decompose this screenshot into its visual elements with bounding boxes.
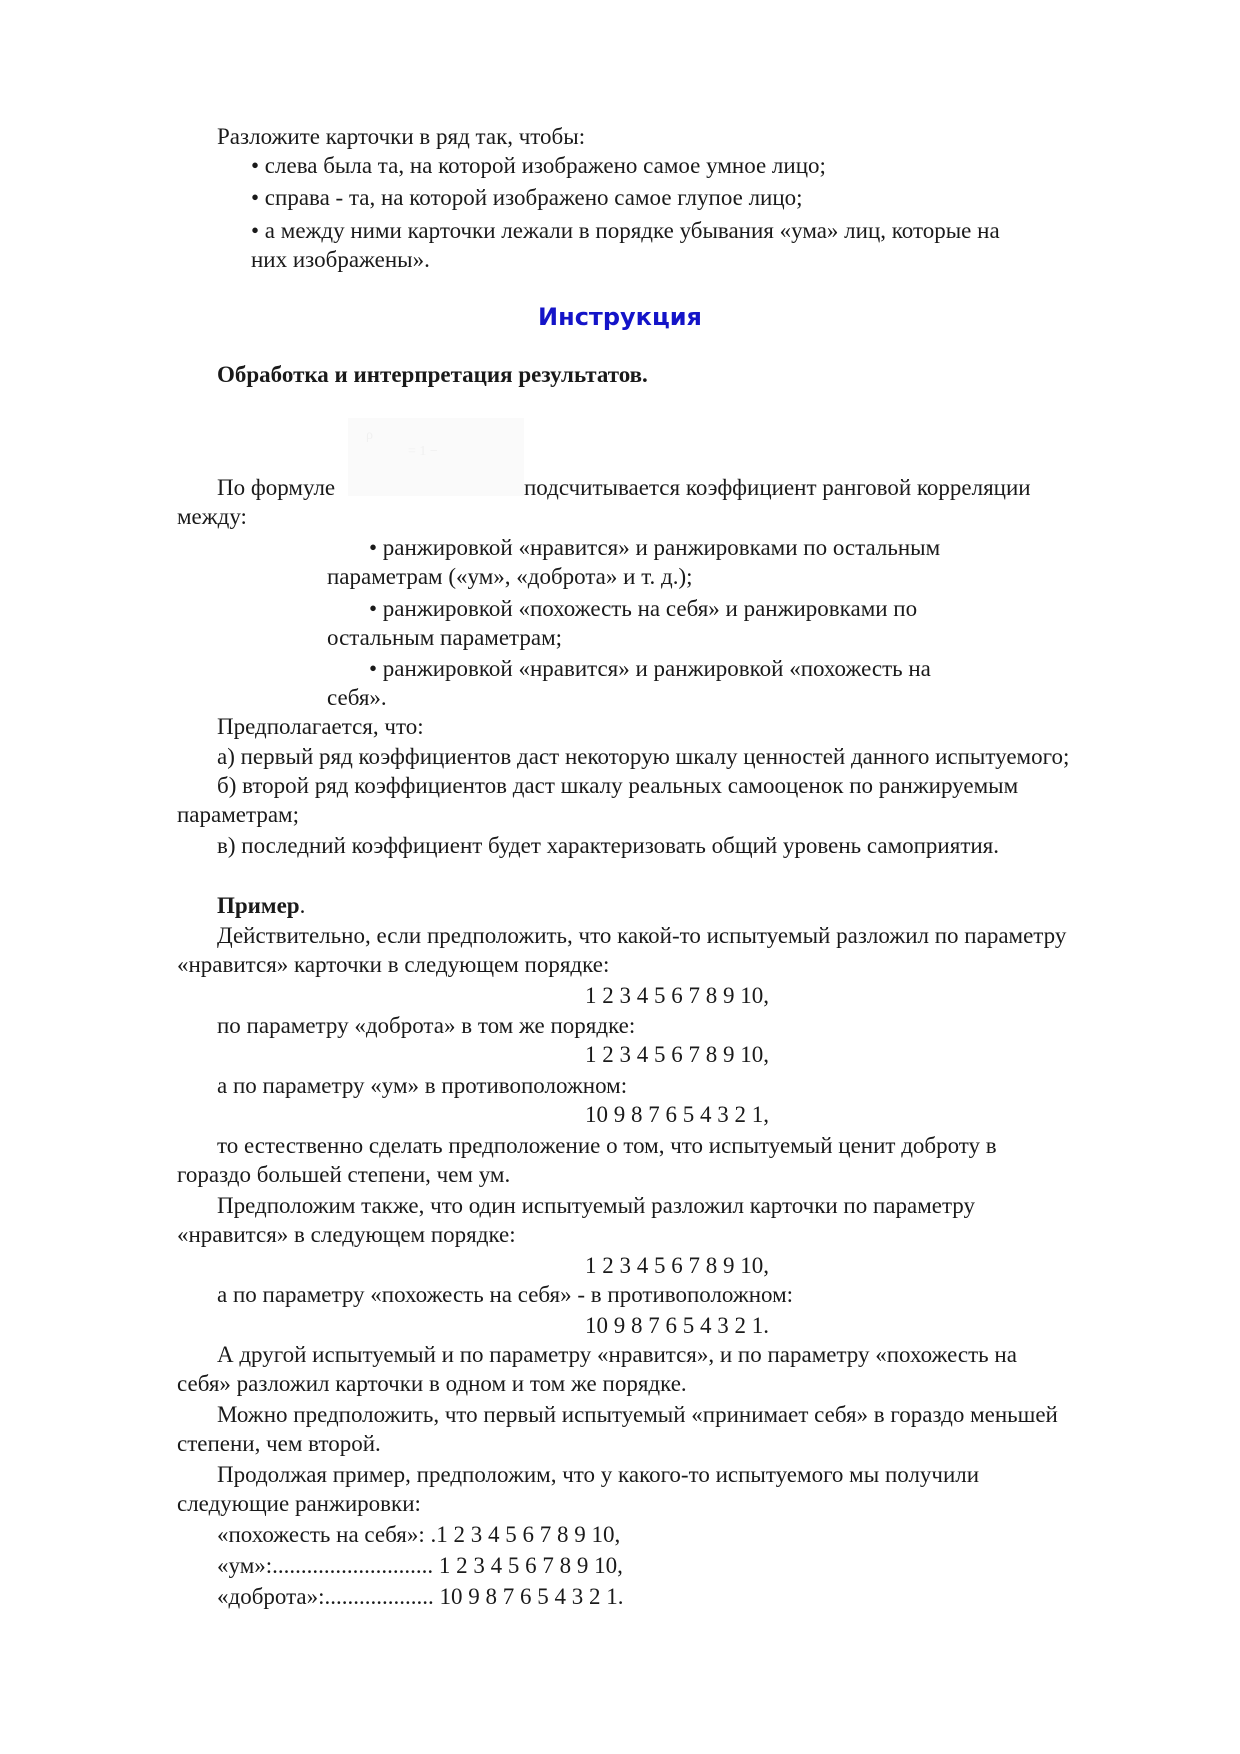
formula-para-cont: между: <box>177 504 247 529</box>
example-p4-cont: гораздо большей степени, чем ум. <box>177 1162 511 1187</box>
example-p1-cont: «нравится» карточки в следующем порядке: <box>177 952 610 977</box>
example-p2: по параметру «доброта» в том же порядке: <box>217 1013 636 1038</box>
formula-para-before: По формуле <box>217 475 336 500</box>
ranking-mind: «ум»:............................ 1 2 3 4 5 6 7 8 9 10, <box>217 1553 623 1578</box>
sequence-1: 1 2 3 4 5 6 7 8 9 10, <box>585 983 769 1008</box>
example-p6: а по параметру «похожесть на себя» - в противоположном: <box>217 1282 794 1307</box>
example-heading <box>217 891 305 920</box>
sequence-4: 1 2 3 4 5 6 7 8 9 10, <box>585 1253 769 1278</box>
example-p5-cont: «нравится» в следующем порядке: <box>177 1222 516 1247</box>
section-heading: Обработка и интерпретация результатов. <box>217 362 648 387</box>
sequence-2: 1 2 3 4 5 6 7 8 9 10, <box>585 1042 769 1067</box>
ranking-similarity: «похожесть на себя»: .1 2 3 4 5 6 7 8 9 10, <box>217 1522 621 1547</box>
assumption-b-cont: параметрам; <box>177 802 299 827</box>
formula-bullet-3-cont: себя». <box>327 685 387 710</box>
formula-bullet-3: • ранжировкой «нравится» и ранжировкой «похожесть на <box>369 656 931 681</box>
sequence-3: 10 9 8 7 6 5 4 3 2 1, <box>585 1102 769 1127</box>
example-heading-dot: . <box>299 893 306 918</box>
example-p1: Действительно, если предположить, что какой-то испытуемый разложил по параметру <box>217 923 1067 948</box>
formula-para-after: подсчитывается коэффициент ранговой корреляции <box>524 475 1031 500</box>
ranking-kindness: «доброта»:................... 10 9 8 7 6 5 4 3 2 1. <box>217 1584 624 1609</box>
example-p5: Предположим также, что один испытуемый разложил карточки по параметру <box>217 1193 976 1218</box>
assumption-c: в) последний коэффициент будет характеризовать общий уровень самоприятия. <box>217 833 1000 858</box>
example-p8: Можно предположить, что первый испытуемый «принимает себя» в гораздо меньшей <box>217 1402 1058 1427</box>
intro-bullet-1: • слева была та, на которой изображено самое умное лицо; <box>251 153 826 178</box>
formula-bullet-2-cont: остальным параметрам; <box>327 625 563 650</box>
example-p7-cont: себя» разложил карточки в одном и том же порядке. <box>177 1371 687 1396</box>
intro-bullet-3-cont: них изображены». <box>251 247 430 272</box>
assumptions-lead: Предполагается, что: <box>217 714 424 739</box>
intro-lead: Разложите карточки в ряд так, чтобы: <box>217 124 586 149</box>
page-title: Инструкция <box>538 303 702 331</box>
formula-bullet-1-cont: параметрам («ум», «доброта» и т. д.); <box>327 564 693 589</box>
assumption-b: б) второй ряд коэффициентов даст шкалу реальных самооценок по ранжируемым <box>217 773 1019 798</box>
example-p7: А другой испытуемый и по параметру «нравится», и по параметру «похожесть на <box>217 1342 1017 1367</box>
example-p3: а по параметру «ум» в противоположном: <box>217 1073 628 1098</box>
formula-bullet-1: • ранжировкой «нравится» и ранжировками по остальным <box>369 535 941 560</box>
assumption-a: а) первый ряд коэффициентов даст некоторую шкалу ценностей данного испытуемого; <box>217 744 1070 769</box>
example-p9-cont: следующие ранжировки: <box>177 1491 421 1516</box>
formula-bullet-2: • ранжировкой «похожесть на себя» и ранжировками по <box>369 596 918 621</box>
intro-bullet-3: • а между ними карточки лежали в порядке убывания «ума» лиц, которые на <box>251 218 1000 243</box>
example-p8-cont: степени, чем второй. <box>177 1431 381 1456</box>
example-p4: то естественно сделать предположение о том, что испытуемый ценит доброту в <box>217 1133 997 1158</box>
formula-image: ρ = 1 − <box>348 418 524 496</box>
sequence-5: 10 9 8 7 6 5 4 3 2 1. <box>585 1313 769 1338</box>
example-p9: Продолжая пример, предположим, что у какого-то испытуемого мы получили <box>217 1462 980 1487</box>
example-heading-word: Пример <box>217 893 300 918</box>
intro-bullet-2: • справа - та, на которой изображено самое глупое лицо; <box>251 185 803 210</box>
